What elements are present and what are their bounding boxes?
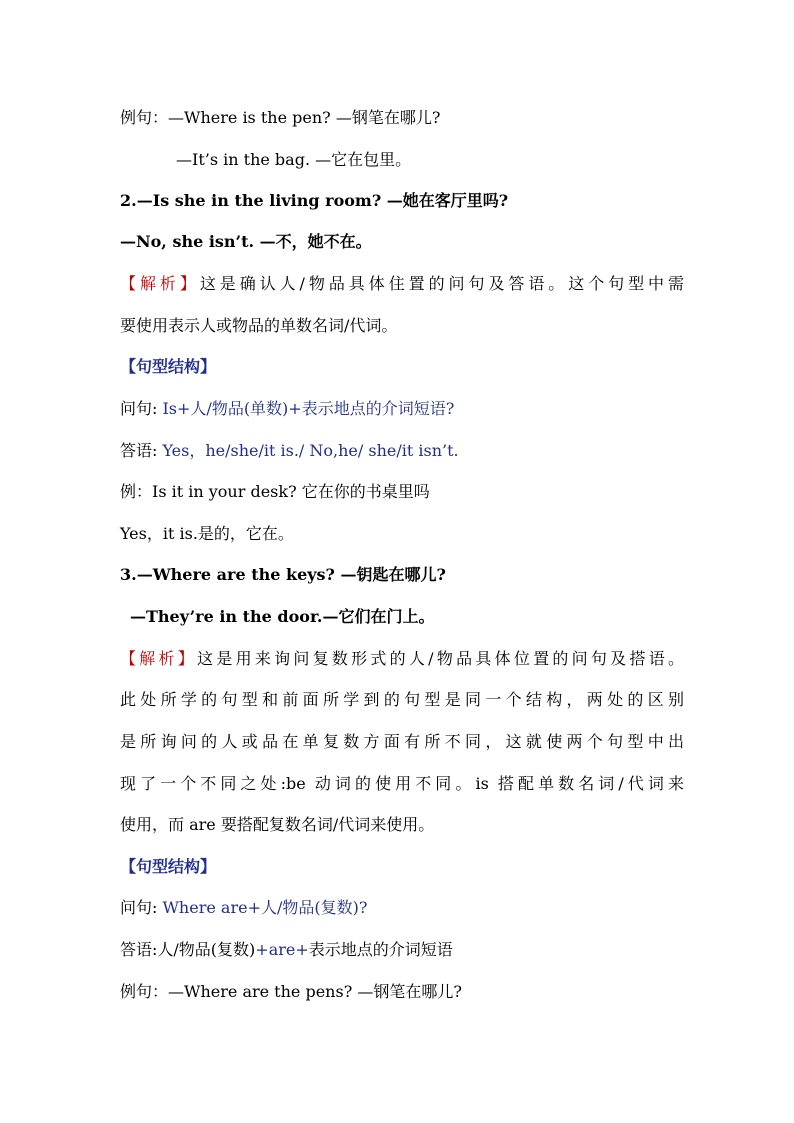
answer-pattern-part-3: 表示地点的介词短语 bbox=[308, 940, 453, 959]
analysis-text: 这是用来询问复数形式的人/物品具体位置的问句及搭语。 bbox=[197, 649, 684, 668]
question-label: 问句: bbox=[120, 399, 163, 418]
question-pattern: Where are+人/物品(复数)? bbox=[162, 898, 368, 917]
answer-pattern-part-2: +are+ bbox=[255, 940, 309, 959]
section-3-question: 3.—Where are the keys? —钥匙在哪儿? bbox=[120, 565, 446, 584]
section-3-answer-pattern bbox=[120, 939, 684, 961]
section-3-analysis-line-1 bbox=[120, 648, 684, 670]
analysis-tag: 【解析】 bbox=[120, 649, 198, 668]
section-2-answer-pattern bbox=[120, 440, 684, 462]
example-question: —Where is the pen? —钢笔在哪儿? bbox=[168, 108, 441, 127]
answer-pattern: Yes，he/she/it is./ No,he/ she/it isn’t. bbox=[162, 441, 459, 460]
example-line-1 bbox=[120, 107, 684, 129]
section-2-example-1: 例：Is it in your desk? 它在你的书桌里吗 bbox=[120, 482, 430, 501]
example-question: —Where are the pens? —钢笔在哪儿? bbox=[168, 982, 462, 1001]
answer-pattern-part-1: 人/物品(复数) bbox=[157, 940, 256, 959]
section-2-example-2: Yes，it is.是的，它在。 bbox=[120, 524, 294, 543]
section-3-analysis-line-5: 使用，而 are 要搭配复数名词/代词来使用。 bbox=[120, 815, 435, 834]
section-2-structure-title: 【句型结构】 bbox=[120, 357, 217, 376]
section-2-answer: —No, she isn’t. —不，她不在。 bbox=[120, 232, 372, 251]
example-label: 例句： bbox=[120, 108, 169, 127]
answer-label: 答语: bbox=[120, 940, 158, 959]
example-label: 例句： bbox=[120, 982, 169, 1001]
answer-label: 答语: bbox=[120, 441, 163, 460]
section-3-analysis-line-3: 是所询问的人或品在单复数方面有所不同，这就使两个句型中出 bbox=[120, 732, 684, 751]
section-2-analysis-line-2: 要使用表示人或物品的单数名词/代词。 bbox=[120, 316, 398, 335]
question-pattern: Is+人/物品(单数)+表示地点的介词短语? bbox=[162, 399, 455, 418]
section-2-question-pattern bbox=[120, 398, 684, 420]
section-3-example bbox=[120, 981, 684, 1003]
section-3-analysis-line-2: 此处所学的句型和前面所学到的句型是同一个结构，两处的区别 bbox=[120, 690, 684, 709]
analysis-text: 这是确认人/物品具体住置的问句及答语。这个句型中需 bbox=[199, 274, 684, 293]
section-3-structure-title: 【句型结构】 bbox=[120, 857, 217, 876]
section-2-question: 2.—Is she in the living room? —她在客厅里吗? bbox=[120, 191, 509, 210]
section-2-analysis-line-1 bbox=[120, 273, 684, 295]
example-answer: —It’s in the bag. —它在包里。 bbox=[176, 150, 412, 169]
section-3-question-pattern bbox=[120, 897, 684, 919]
section-3-answer: —They’re in the door.—它们在门上。 bbox=[130, 607, 435, 626]
question-label: 问句: bbox=[120, 898, 163, 917]
analysis-tag: 【解析】 bbox=[120, 274, 200, 293]
section-3-analysis-line-4: 现了一个不同之处:be 动词的使用不同。is 搭配单数名词/代词来 bbox=[120, 774, 684, 793]
